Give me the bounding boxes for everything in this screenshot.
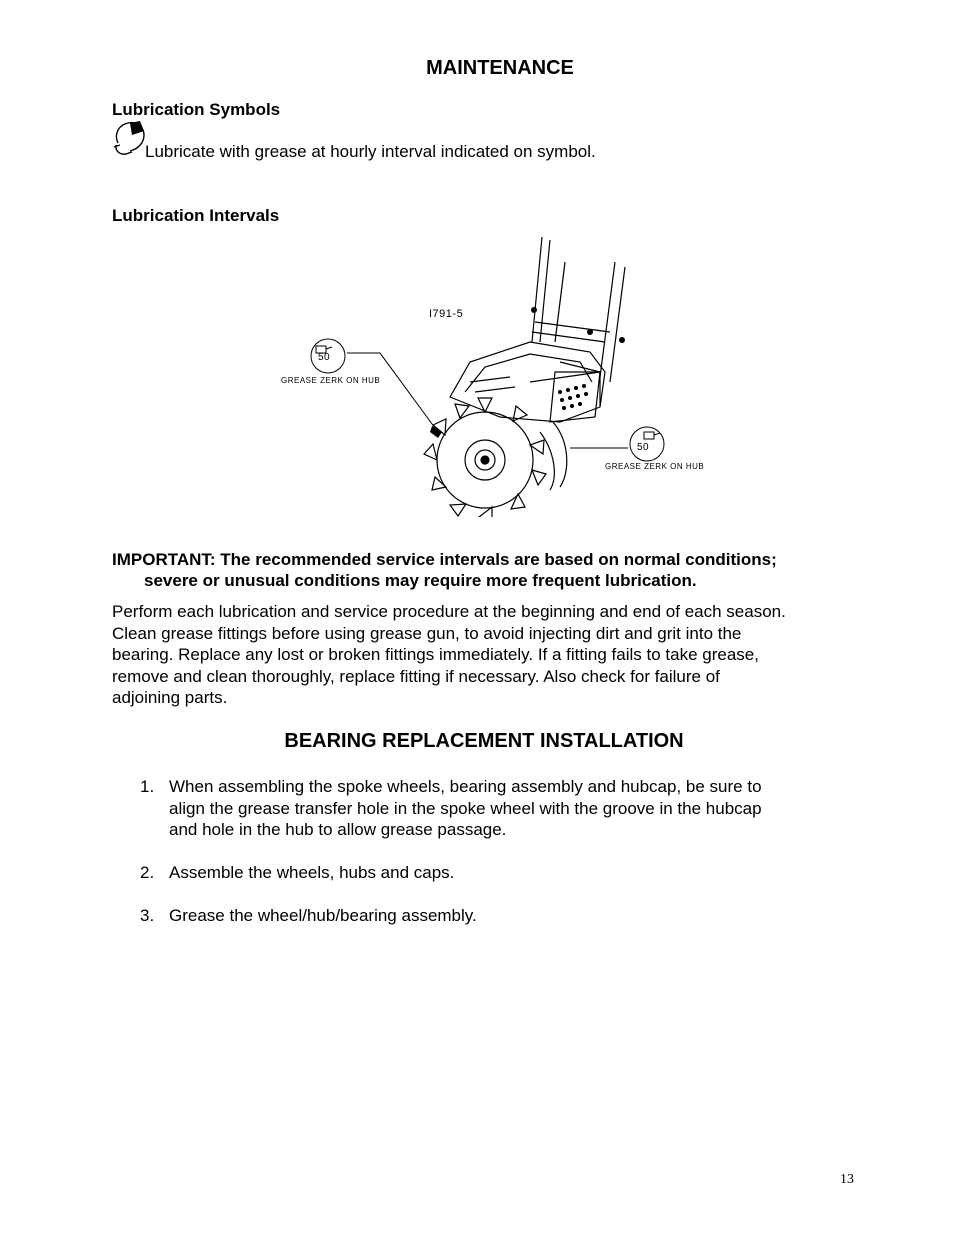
step-line: align the grease transfer hole in the spoke wheel with the groove in the hubcap xyxy=(169,798,762,818)
lubrication-intervals-heading: Lubrication Intervals xyxy=(112,206,280,225)
important-note-line2: severe or unusual conditions may require more frequent lubrication. xyxy=(144,571,697,590)
list-item xyxy=(112,862,872,884)
step-line: When assembling the spoke wheels, bearing assembly and hubcap, be sure to xyxy=(169,777,762,796)
list-item xyxy=(112,776,872,841)
bearing-steps-list xyxy=(112,776,872,927)
step-line: and hole in the hub to allow grease passage. xyxy=(169,820,507,839)
page-title: MAINTENANCE xyxy=(426,57,574,79)
paragraph-line: remove and clean thoroughly, replace fitting if necessary. Also check for failure of xyxy=(112,666,720,686)
step-line: Grease the wheel/hub/bearing assembly. xyxy=(169,906,477,925)
list-item xyxy=(112,905,872,927)
step-number: 3. xyxy=(140,906,155,925)
service-paragraph xyxy=(112,601,892,709)
right-callout-hours: 50 xyxy=(637,442,650,453)
step-number: 1. xyxy=(140,777,155,796)
step-line: Assemble the wheels, hubs and caps. xyxy=(169,862,455,882)
bearing-heading: BEARING REPLACEMENT INSTALLATION xyxy=(284,730,684,752)
paragraph-line: adjoining parts. xyxy=(112,688,228,707)
paragraph-line: Perform each lubrication and service procedure at the beginning and end of each season. xyxy=(112,602,786,621)
lubrication-symbols-heading: Lubrication Symbols xyxy=(112,100,281,119)
figure-id: I791-5 xyxy=(429,308,464,320)
left-callout-label: GREASE ZERK ON HUB xyxy=(281,376,381,385)
page-number: 13 xyxy=(840,1172,854,1187)
step-number: 2. xyxy=(140,862,155,882)
left-callout-hours: 50 xyxy=(318,352,331,363)
paragraph-line: Clean grease fittings before using grease gun, to avoid injecting dirt and grit into the xyxy=(112,623,742,643)
lubrication-diagram xyxy=(270,232,710,517)
important-note-line1: IMPORTANT: The recommended service intervals are based on normal conditions; xyxy=(112,550,777,569)
paragraph-line: bearing. Replace any lost or broken fittings immediately. If a fitting fails to take grease, xyxy=(112,645,759,664)
right-callout-label: GREASE ZERK ON HUB xyxy=(605,462,705,471)
grease-gun-icon xyxy=(112,119,148,159)
lubrication-symbol-description: Lubricate with grease at hourly interval indicated on symbol. xyxy=(145,142,596,161)
